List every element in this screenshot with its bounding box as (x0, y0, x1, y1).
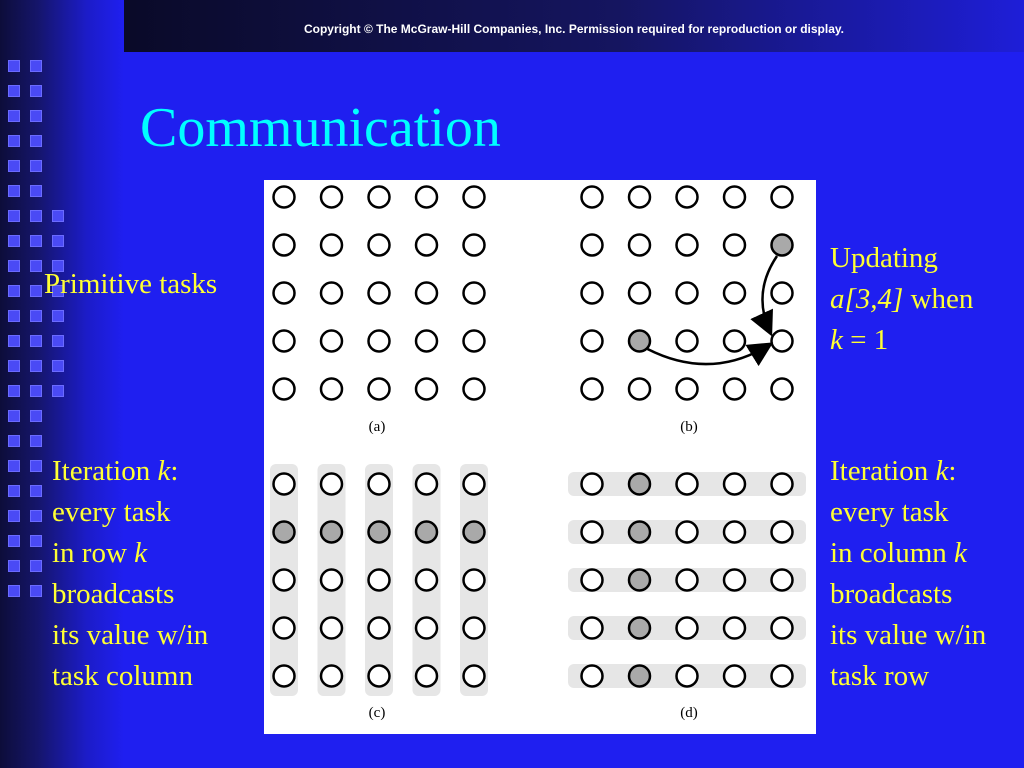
iter-row-k: k (157, 455, 171, 487)
task-node (464, 235, 485, 256)
iter-row-colon: : (170, 455, 179, 487)
task-node (772, 474, 793, 495)
task-node (416, 187, 437, 208)
decorative-square (8, 585, 20, 597)
decorative-square (30, 535, 42, 547)
updating-line2 (830, 279, 973, 320)
updating-when: when (903, 283, 974, 315)
updating-line3 (830, 320, 973, 361)
iter-col-k: k (935, 455, 949, 487)
task-node (724, 474, 745, 495)
task-node (724, 283, 745, 304)
decorative-square (30, 285, 42, 297)
task-node (416, 666, 437, 687)
task-node-shaded (772, 235, 793, 256)
task-node (677, 522, 698, 543)
decorative-square (30, 460, 42, 472)
task-node (677, 235, 698, 256)
task-node (274, 570, 295, 591)
task-node (321, 570, 342, 591)
decorative-square (8, 510, 20, 522)
task-node (629, 235, 650, 256)
task-node (772, 379, 793, 400)
decorative-square (30, 585, 42, 597)
task-node (724, 235, 745, 256)
task-node (464, 283, 485, 304)
row-to-target-arrow (648, 345, 770, 364)
iter-col-line6: task row (830, 660, 930, 692)
task-node-shaded (629, 331, 650, 352)
task-node (416, 283, 437, 304)
task-node (369, 570, 390, 591)
task-node (724, 331, 745, 352)
updating-var: a[3,4] (830, 283, 904, 315)
task-node (724, 379, 745, 400)
task-node (321, 618, 342, 639)
task-node (582, 331, 603, 352)
task-node (677, 618, 698, 639)
decorative-square (52, 235, 64, 247)
task-node (416, 235, 437, 256)
decorative-square (30, 510, 42, 522)
decorative-square (8, 285, 20, 297)
task-node (321, 187, 342, 208)
iter-row-line5: its value w/in (52, 619, 209, 651)
task-node (321, 666, 342, 687)
decorative-square (52, 385, 64, 397)
decorative-square (30, 160, 42, 172)
task-node (772, 618, 793, 639)
decorative-square (30, 435, 42, 447)
task-node (582, 522, 603, 543)
decorative-square (30, 185, 42, 197)
decorative-square (30, 135, 42, 147)
decorative-square (30, 310, 42, 322)
task-node (772, 522, 793, 543)
task-node (464, 474, 485, 495)
iter-row-line2: every task (52, 496, 171, 528)
task-node (724, 187, 745, 208)
task-node-shaded (274, 522, 295, 543)
task-node (724, 522, 745, 543)
task-node (464, 666, 485, 687)
decorative-square (8, 135, 20, 147)
task-grid-diagram (264, 180, 816, 734)
iteration-row-label (52, 451, 208, 697)
decorative-square (8, 485, 20, 497)
task-node (416, 570, 437, 591)
task-node-shaded (321, 522, 342, 543)
task-node (369, 187, 390, 208)
task-node (321, 235, 342, 256)
decorative-square (52, 335, 64, 347)
panel-d (568, 472, 806, 721)
decorative-square (8, 160, 20, 172)
iter-col-text: Iteration (830, 455, 936, 487)
task-node (464, 618, 485, 639)
task-node (321, 283, 342, 304)
iter-col-k2: k (954, 537, 967, 569)
panel-b (582, 187, 793, 436)
task-node (464, 331, 485, 352)
task-node (464, 187, 485, 208)
decorative-square (30, 410, 42, 422)
task-node (677, 331, 698, 352)
task-node (582, 618, 603, 639)
task-node (772, 570, 793, 591)
panel-caption: (a) (368, 419, 386, 435)
decorative-square (8, 185, 20, 197)
task-node (582, 570, 603, 591)
task-node (416, 379, 437, 400)
task-node (582, 379, 603, 400)
task-node (416, 618, 437, 639)
task-node-shaded (629, 666, 650, 687)
panel-caption: (c) (368, 705, 386, 721)
iter-col-line3 (830, 533, 986, 574)
task-node (321, 474, 342, 495)
decorative-square (30, 60, 42, 72)
decorative-square (8, 560, 20, 572)
task-node (724, 666, 745, 687)
task-node (772, 187, 793, 208)
task-node (369, 235, 390, 256)
communication-figure (264, 180, 816, 734)
decorative-square (8, 385, 20, 397)
task-node (274, 379, 295, 400)
decorative-square (8, 435, 20, 447)
task-node (677, 570, 698, 591)
task-node (274, 331, 295, 352)
task-node (724, 570, 745, 591)
panel-c (270, 464, 488, 721)
task-node (369, 283, 390, 304)
task-node (321, 331, 342, 352)
task-node-shaded (629, 618, 650, 639)
updating-k: k (830, 324, 843, 356)
decorative-square (8, 85, 20, 97)
decorative-square (8, 210, 20, 222)
updating-eq: = 1 (842, 324, 889, 356)
panel-caption: (d) (680, 705, 698, 721)
task-node-shaded (464, 522, 485, 543)
decorative-square (30, 560, 42, 572)
decorative-square (30, 360, 42, 372)
iter-row-text: Iteration (52, 455, 158, 487)
task-node (274, 474, 295, 495)
task-node (677, 474, 698, 495)
task-node (582, 666, 603, 687)
iter-col-line4: broadcasts (830, 578, 953, 610)
updating-label (830, 238, 973, 361)
iter-col-line5: its value w/in (830, 619, 987, 651)
task-node (369, 618, 390, 639)
panel-caption: (b) (680, 419, 698, 435)
decorative-square (8, 360, 20, 372)
decorative-square (8, 310, 20, 322)
decorative-square (8, 335, 20, 347)
decorative-square (30, 235, 42, 247)
task-node-shaded (416, 522, 437, 543)
iter-row-line1 (52, 451, 208, 492)
task-node (274, 187, 295, 208)
iter-row-k2: k (134, 537, 148, 569)
decorative-square (52, 360, 64, 372)
decorative-square (8, 260, 20, 272)
iter-col-in-column: in column (830, 537, 955, 569)
updating-line1: Updating (830, 242, 938, 274)
task-node-shaded (629, 522, 650, 543)
task-node (369, 666, 390, 687)
task-node (677, 283, 698, 304)
decorative-square (8, 235, 20, 247)
task-node (772, 283, 793, 304)
task-node (582, 283, 603, 304)
task-node (724, 618, 745, 639)
task-node (369, 331, 390, 352)
primitive-tasks-text: Primitive tasks (44, 268, 218, 300)
task-node (629, 187, 650, 208)
task-node-shaded (629, 570, 650, 591)
task-node (677, 666, 698, 687)
decorative-square (8, 110, 20, 122)
decorative-square (30, 335, 42, 347)
decorative-square (30, 210, 42, 222)
task-node (274, 235, 295, 256)
iter-col-line1 (830, 451, 986, 492)
decorative-square (8, 60, 20, 72)
task-node (772, 331, 793, 352)
task-node (582, 235, 603, 256)
task-node-shaded (369, 522, 390, 543)
task-node (464, 379, 485, 400)
task-node (274, 666, 295, 687)
task-node (629, 283, 650, 304)
decorative-square (30, 385, 42, 397)
decorative-square (8, 535, 20, 547)
task-node (677, 379, 698, 400)
decorative-square (52, 210, 64, 222)
task-node (582, 474, 603, 495)
decorative-square (8, 460, 20, 472)
task-node (369, 379, 390, 400)
iter-row-in-row: in row (52, 537, 135, 569)
task-node (582, 187, 603, 208)
iter-row-line6: task column (52, 660, 193, 692)
task-node (274, 618, 295, 639)
iter-row-line3 (52, 533, 208, 574)
task-node (629, 379, 650, 400)
primitive-tasks-label (44, 264, 217, 305)
copyright-notice: Copyright © The McGraw-Hill Companies, Inc. Permission required for reproduction or display. (303, 22, 845, 36)
task-node (416, 331, 437, 352)
task-node (369, 474, 390, 495)
task-node (321, 379, 342, 400)
decorative-square (52, 310, 64, 322)
decorative-square (30, 110, 42, 122)
task-node (464, 570, 485, 591)
task-node-shaded (629, 474, 650, 495)
task-node (416, 474, 437, 495)
decorative-square (30, 485, 42, 497)
task-node (274, 283, 295, 304)
task-node (677, 187, 698, 208)
iteration-col-label (830, 451, 986, 697)
slide-title: Communication (140, 97, 501, 159)
iter-row-line4: broadcasts (52, 578, 175, 610)
iter-col-colon: : (948, 455, 957, 487)
decorative-square (30, 85, 42, 97)
decorative-square (8, 410, 20, 422)
iter-col-line2: every task (830, 496, 949, 528)
decorative-square (30, 260, 42, 272)
task-node (772, 666, 793, 687)
panel-a (274, 187, 485, 436)
